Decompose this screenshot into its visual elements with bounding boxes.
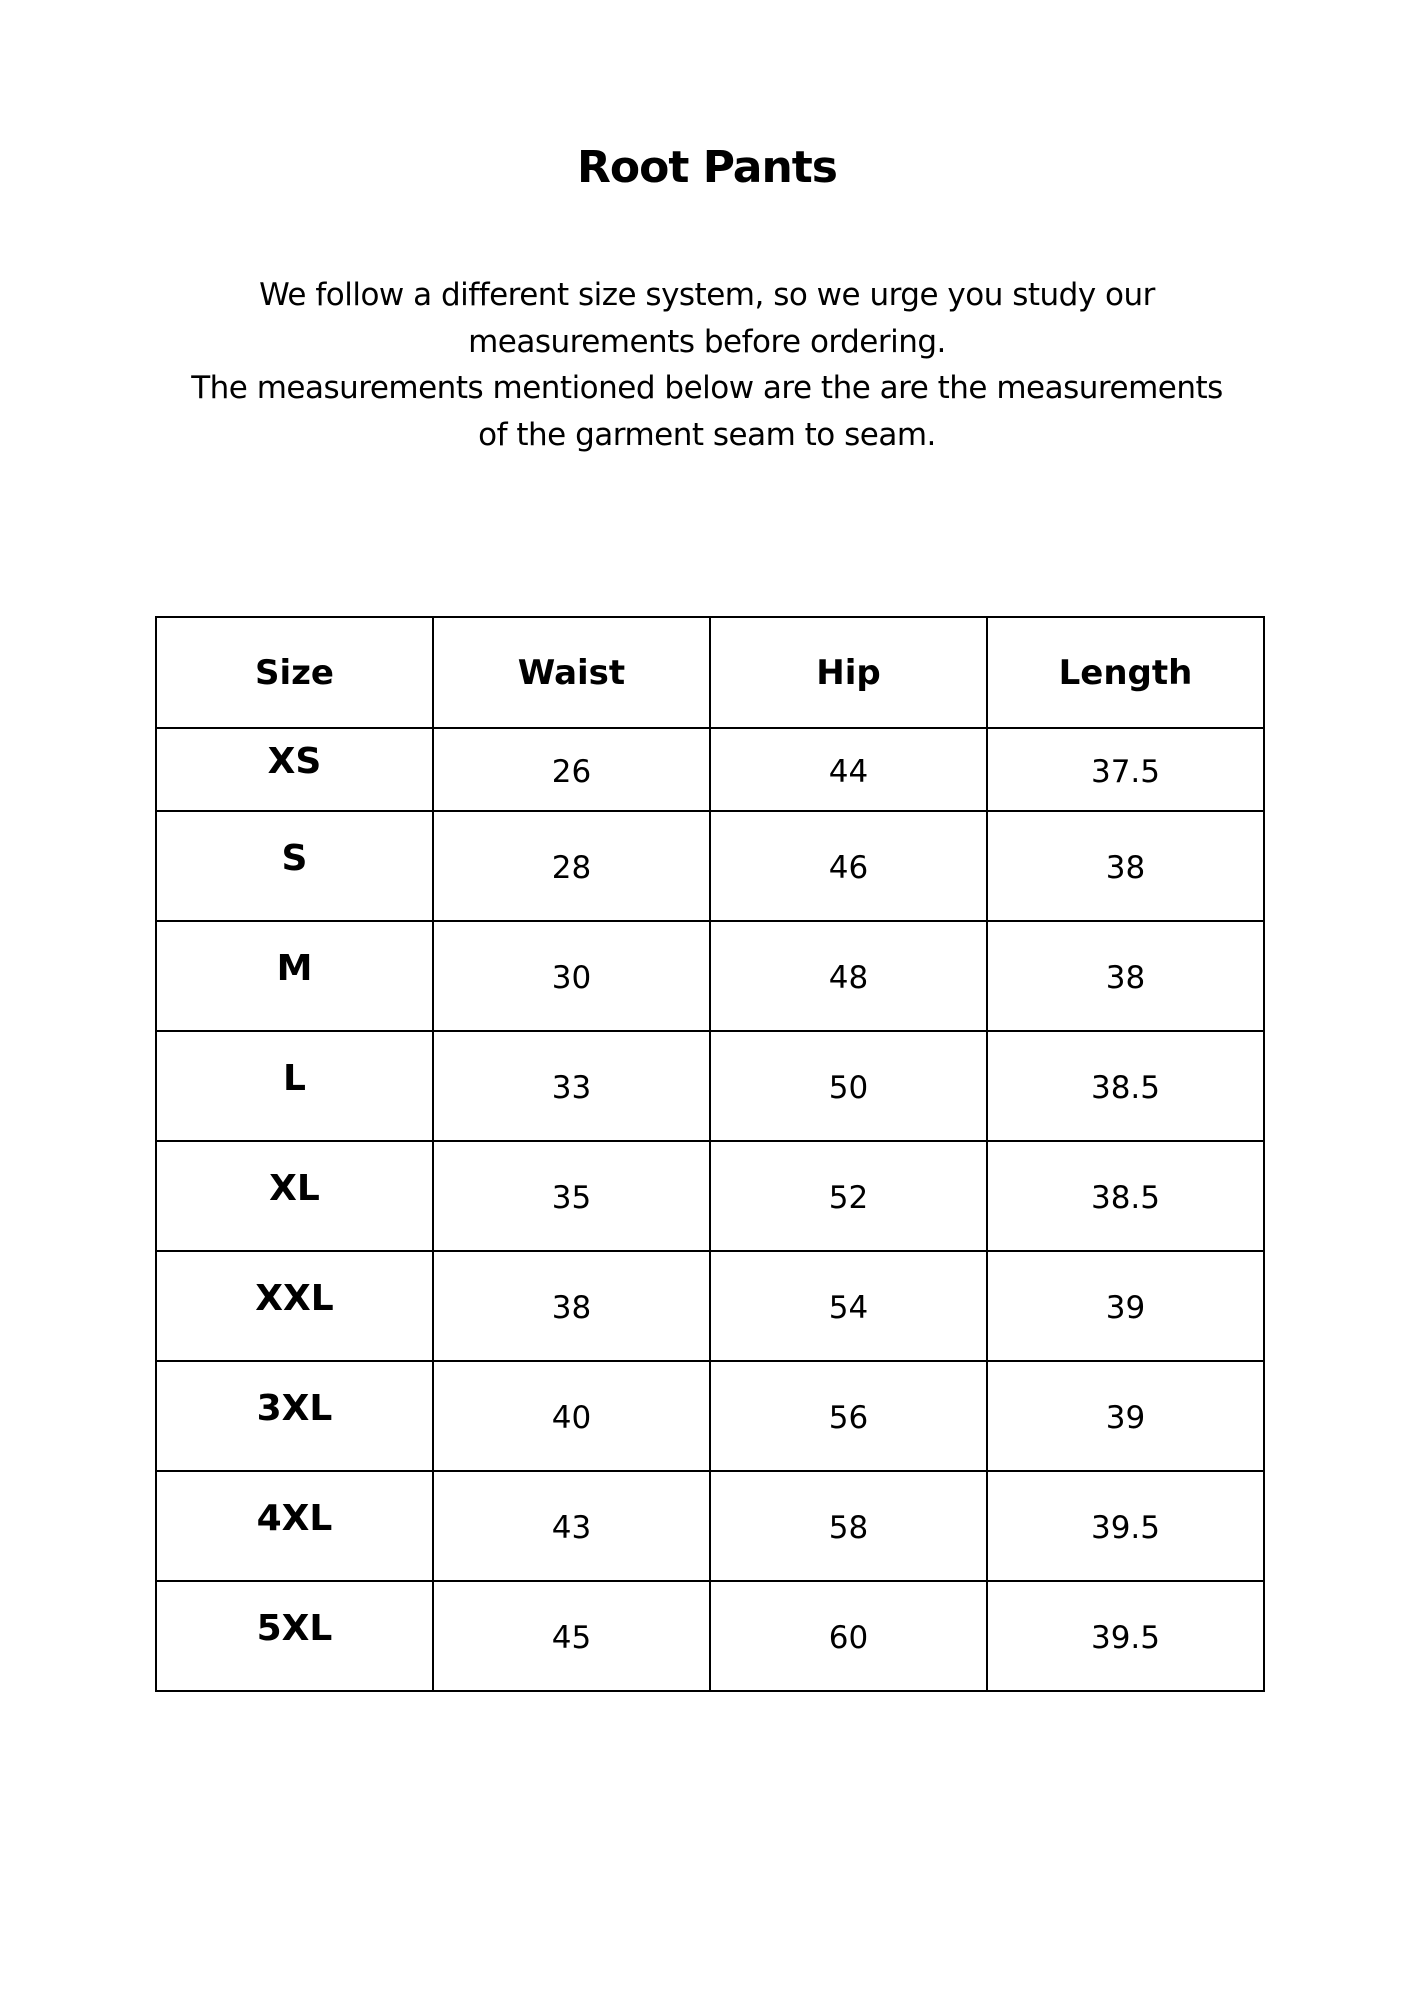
table-row: [156, 1031, 1264, 1141]
intro-text: [157, 272, 1257, 458]
waist-cell: 45: [433, 1581, 710, 1691]
waist-cell: 28: [433, 811, 710, 921]
waist-cell: 33: [433, 1031, 710, 1141]
intro-line: We follow a different size system, so we urge you study our: [259, 277, 1155, 313]
hip-cell: 58: [710, 1471, 987, 1581]
table-row: [156, 1361, 1264, 1471]
table-row: [156, 1471, 1264, 1581]
size-cell: M: [156, 921, 433, 1031]
length-cell: 38: [987, 811, 1264, 921]
intro-line: of the garment seam to seam.: [478, 416, 936, 453]
length-cell: 39: [987, 1251, 1264, 1361]
table-row: [156, 1141, 1264, 1251]
length-cell: 39.5: [987, 1471, 1264, 1581]
table-row: [156, 921, 1264, 1031]
size-cell: XS: [156, 728, 433, 811]
hip-cell: 54: [710, 1251, 987, 1361]
table-row: [156, 728, 1264, 811]
header-waist: Waist: [433, 617, 710, 728]
table-row: [156, 1581, 1264, 1691]
hip-cell: 50: [710, 1031, 987, 1141]
length-cell: 39.5: [987, 1581, 1264, 1691]
length-cell: 38.5: [987, 1141, 1264, 1251]
table-row: [156, 811, 1264, 921]
size-cell: S: [156, 811, 433, 921]
table-header-row: [156, 617, 1264, 728]
hip-cell: 60: [710, 1581, 987, 1691]
length-cell: 38: [987, 921, 1264, 1031]
waist-cell: 26: [433, 728, 710, 811]
hip-cell: 52: [710, 1141, 987, 1251]
hip-cell: 56: [710, 1361, 987, 1471]
header-length: Length: [987, 617, 1264, 728]
length-cell: 38.5: [987, 1031, 1264, 1141]
size-cell: XXL: [156, 1251, 433, 1361]
waist-cell: 43: [433, 1471, 710, 1581]
length-cell: 37.5: [987, 728, 1264, 811]
size-cell: 5XL: [156, 1581, 433, 1691]
waist-cell: 38: [433, 1251, 710, 1361]
size-cell: 4XL: [156, 1471, 433, 1581]
size-cell: L: [156, 1031, 433, 1141]
page-title: Root Pants: [577, 142, 837, 193]
hip-cell: 46: [710, 811, 987, 921]
header-hip: Hip: [710, 617, 987, 728]
size-cell: 3XL: [156, 1361, 433, 1471]
waist-cell: 40: [433, 1361, 710, 1471]
table-row: [156, 1251, 1264, 1361]
waist-cell: 35: [433, 1141, 710, 1251]
hip-cell: 48: [710, 921, 987, 1031]
header-size: Size: [156, 617, 433, 728]
waist-cell: 30: [433, 921, 710, 1031]
hip-cell: 44: [710, 728, 987, 811]
length-cell: 39: [987, 1361, 1264, 1471]
intro-line: measurements before ordering.: [468, 323, 946, 360]
size-chart-table: [155, 616, 1265, 1692]
size-cell: XL: [156, 1141, 433, 1251]
intro-line: The measurements mentioned below are the are the measurements: [191, 370, 1223, 406]
